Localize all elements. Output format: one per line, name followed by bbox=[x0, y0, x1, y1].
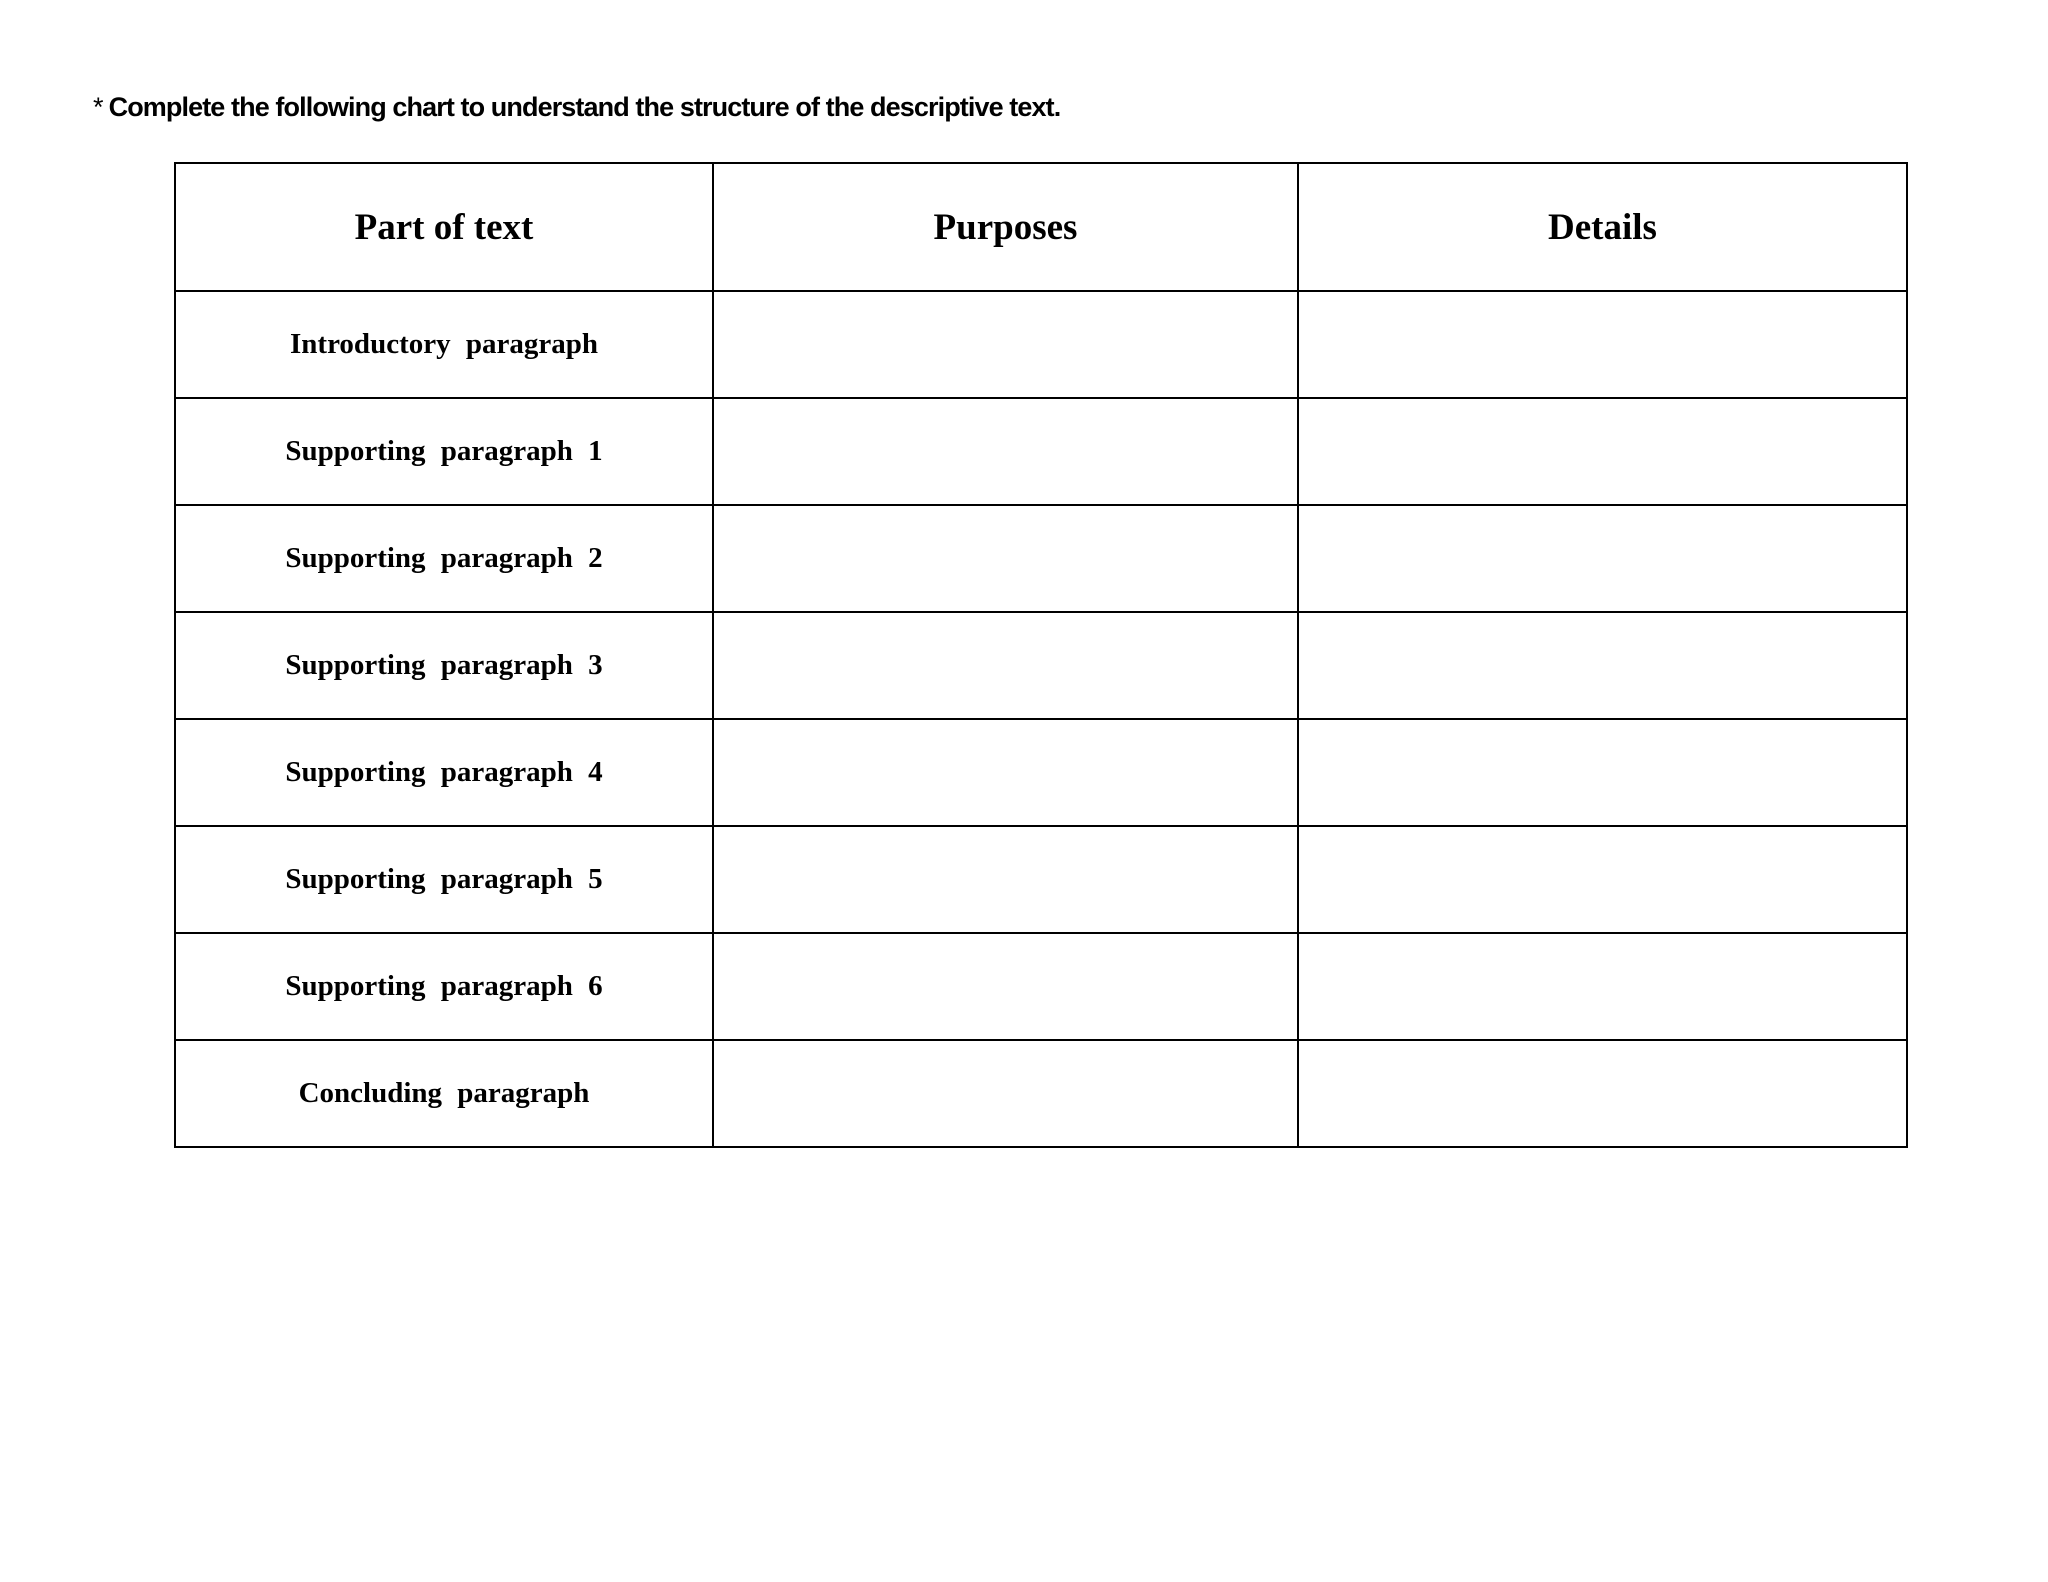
part-label: Supporting paragraph 2 bbox=[175, 505, 713, 612]
purposes-cell[interactable] bbox=[713, 826, 1298, 933]
part-label: Supporting paragraph 5 bbox=[175, 826, 713, 933]
header-details: Details bbox=[1298, 163, 1907, 291]
details-cell[interactable] bbox=[1298, 612, 1907, 719]
table-row bbox=[175, 826, 1907, 933]
purposes-cell[interactable] bbox=[713, 612, 1298, 719]
purposes-cell[interactable] bbox=[713, 1040, 1298, 1147]
table-row bbox=[175, 719, 1907, 826]
table-header-row bbox=[175, 163, 1907, 291]
table-row bbox=[175, 398, 1907, 505]
table-row bbox=[175, 933, 1907, 1040]
table-row bbox=[175, 1040, 1907, 1147]
table-row bbox=[175, 291, 1907, 398]
purposes-cell[interactable] bbox=[713, 291, 1298, 398]
purposes-cell[interactable] bbox=[713, 398, 1298, 505]
header-purposes: Purposes bbox=[713, 163, 1298, 291]
details-cell[interactable] bbox=[1298, 291, 1907, 398]
details-cell[interactable] bbox=[1298, 826, 1907, 933]
part-label: Introductory paragraph bbox=[175, 291, 713, 398]
details-cell[interactable] bbox=[1298, 719, 1907, 826]
details-cell[interactable] bbox=[1298, 1040, 1907, 1147]
header-part-of-text: Part of text bbox=[175, 163, 713, 291]
part-label: Supporting paragraph 1 bbox=[175, 398, 713, 505]
asterisk-marker: * bbox=[93, 92, 103, 122]
part-label: Supporting paragraph 3 bbox=[175, 612, 713, 719]
part-label: Supporting paragraph 6 bbox=[175, 933, 713, 1040]
purposes-cell[interactable] bbox=[713, 933, 1298, 1040]
table-row bbox=[175, 612, 1907, 719]
purposes-cell[interactable] bbox=[713, 719, 1298, 826]
details-cell[interactable] bbox=[1298, 398, 1907, 505]
purposes-cell[interactable] bbox=[713, 505, 1298, 612]
part-label: Concluding paragraph bbox=[175, 1040, 713, 1147]
instruction-text bbox=[93, 92, 1060, 123]
details-cell[interactable] bbox=[1298, 933, 1907, 1040]
part-label: Supporting paragraph 4 bbox=[175, 719, 713, 826]
structure-chart-table bbox=[174, 162, 1908, 1148]
details-cell[interactable] bbox=[1298, 505, 1907, 612]
table-row bbox=[175, 505, 1907, 612]
instruction-sentence: Complete the following chart to understand the structure of the descriptive text. bbox=[108, 92, 1061, 122]
